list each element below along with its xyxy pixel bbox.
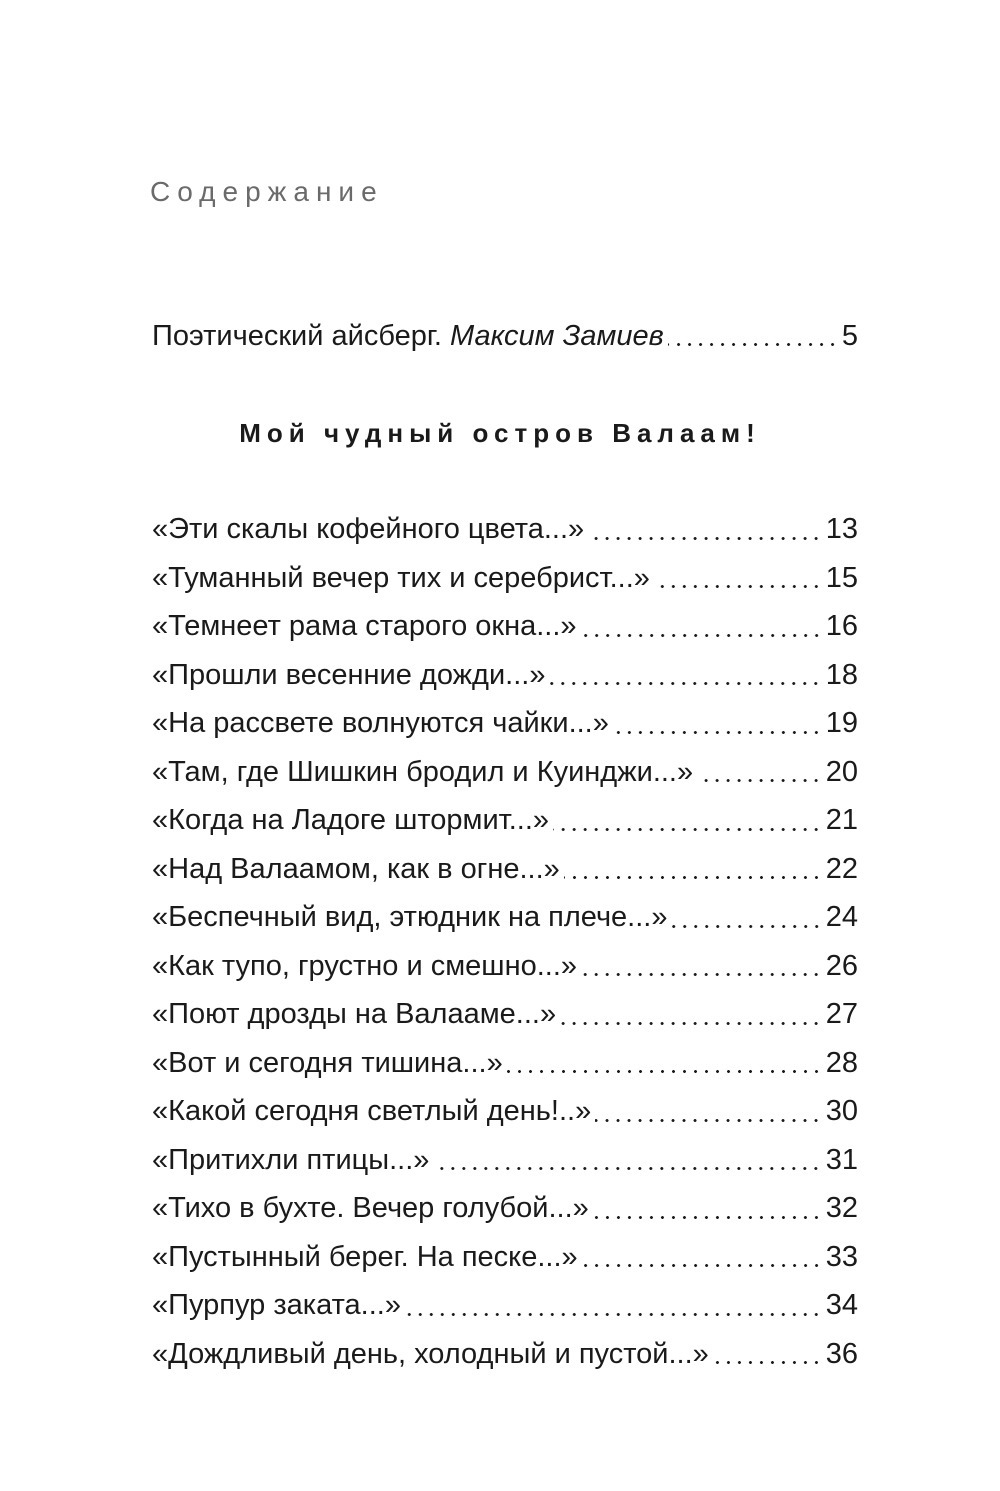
- toc-entry-title: «Тихо в бухте. Вечер голубой...»: [152, 1192, 589, 1224]
- dot-leader: [581, 619, 822, 639]
- toc-entry-page: 27: [825, 998, 858, 1030]
- toc-entry: [152, 651, 858, 700]
- dot-leader: [595, 1104, 822, 1124]
- toc-entry: [152, 699, 858, 748]
- toc-entry: [152, 505, 858, 554]
- toc-entry-page: 22: [825, 852, 858, 885]
- intro-title: Поэтический айсберг.: [152, 320, 442, 352]
- toc-entry-title: «Темнеет рама старого окна...»: [152, 610, 577, 642]
- toc-entry: [152, 554, 858, 603]
- dot-leader: [668, 328, 838, 348]
- toc-entry-title: «Пурпур заката...»: [152, 1289, 401, 1321]
- toc-entry-title: «Как тупо, грустно и смешно...»: [152, 949, 578, 982]
- toc-entry-page: 19: [825, 707, 858, 739]
- dot-leader: [553, 813, 822, 833]
- dot-leader: [560, 1007, 822, 1027]
- toc-entry-intro: [152, 312, 858, 360]
- toc-entry-title: «Над Валаамом, как в огне...»: [152, 852, 560, 885]
- toc-entry: [152, 602, 858, 651]
- toc-entry-page: 16: [825, 610, 858, 642]
- toc-entry: [152, 796, 858, 845]
- toc-entry: [152, 942, 858, 991]
- contents-heading: Содержание: [150, 176, 384, 207]
- toc-entry-page: 13: [825, 513, 858, 545]
- dot-leader: [433, 1152, 821, 1172]
- toc-entry: [152, 1184, 858, 1233]
- dot-leader: [582, 1249, 822, 1269]
- toc-entry-page: 31: [825, 1143, 858, 1176]
- toc-entry-title: «Пустынный берег. На песке...»: [152, 1240, 578, 1273]
- toc-entry-title: «Туманный вечер тих и серебрист...»: [152, 561, 650, 594]
- toc-entry-title: «Притихли птицы...»: [152, 1143, 430, 1176]
- toc-entry: [152, 990, 858, 1039]
- toc-entry-page: 24: [825, 901, 858, 933]
- toc-entry: [152, 1136, 858, 1185]
- section-title: Мой чудный остров Валаам!: [239, 418, 761, 448]
- toc-entry: [152, 748, 858, 797]
- dot-leader: [507, 1055, 822, 1075]
- dot-leader: [549, 667, 821, 687]
- toc-list: [152, 505, 858, 1378]
- toc-entry-page: 32: [825, 1192, 858, 1224]
- toc-entry-page: 28: [825, 1046, 858, 1079]
- toc-entry: [152, 1039, 858, 1088]
- toc-entry-page: 20: [825, 755, 858, 788]
- toc-entry-title: «Прошли весенние дожди...»: [152, 658, 546, 691]
- toc-entry: [152, 845, 858, 894]
- toc-entry-title: «Какой сегодня светлый день!..»: [152, 1095, 592, 1127]
- dot-leader: [581, 958, 822, 978]
- toc-entry-title: [152, 312, 664, 360]
- toc-entry-page: 36: [825, 1337, 858, 1370]
- dot-leader: [672, 910, 822, 930]
- toc-entry-title: «Там, где Шишкин бродил и Куинджи...»: [152, 755, 694, 788]
- toc-entry: [152, 1281, 858, 1330]
- toc-entry-page: 5: [841, 320, 858, 352]
- toc-entry: [152, 1233, 858, 1282]
- toc-entry-page: 15: [825, 561, 858, 594]
- toc-entry-title: «Беспечный вид, этюдник на плече...»: [152, 901, 668, 933]
- toc-entry-title: «Эти скалы кофейного цвета...»: [152, 513, 585, 545]
- toc-entry-page: 30: [825, 1095, 858, 1127]
- toc-entry-title: «Дождливый день, холодный и пустой...»: [152, 1337, 709, 1370]
- intro-author: Максим Замиев: [450, 320, 664, 352]
- toc-entry-title: «Вот и сегодня тишина...»: [152, 1046, 503, 1079]
- toc-entry-title: «Поют дрозды на Валааме...»: [152, 998, 557, 1030]
- toc-entry-page: 26: [825, 949, 858, 982]
- dot-leader: [405, 1298, 822, 1318]
- toc-entry-page: 33: [825, 1240, 858, 1273]
- toc-entry-page: 21: [825, 804, 858, 836]
- toc-entry-title: «Когда на Ладоге штормит...»: [152, 804, 550, 836]
- toc-entry-page: 34: [825, 1289, 858, 1321]
- dot-leader: [588, 522, 822, 542]
- dot-leader: [593, 1201, 822, 1221]
- toc-entry: [152, 893, 858, 942]
- toc-entry: [152, 1330, 858, 1379]
- dot-leader: [564, 861, 822, 881]
- toc-entry-title: «На рассвете волнуются чайки...»: [152, 707, 609, 739]
- toc-entry-page: 18: [825, 658, 858, 691]
- toc-entry: [152, 1087, 858, 1136]
- dot-leader: [713, 1346, 822, 1366]
- dot-leader: [613, 716, 822, 736]
- dot-leader: [697, 764, 822, 784]
- dot-leader: [654, 570, 822, 590]
